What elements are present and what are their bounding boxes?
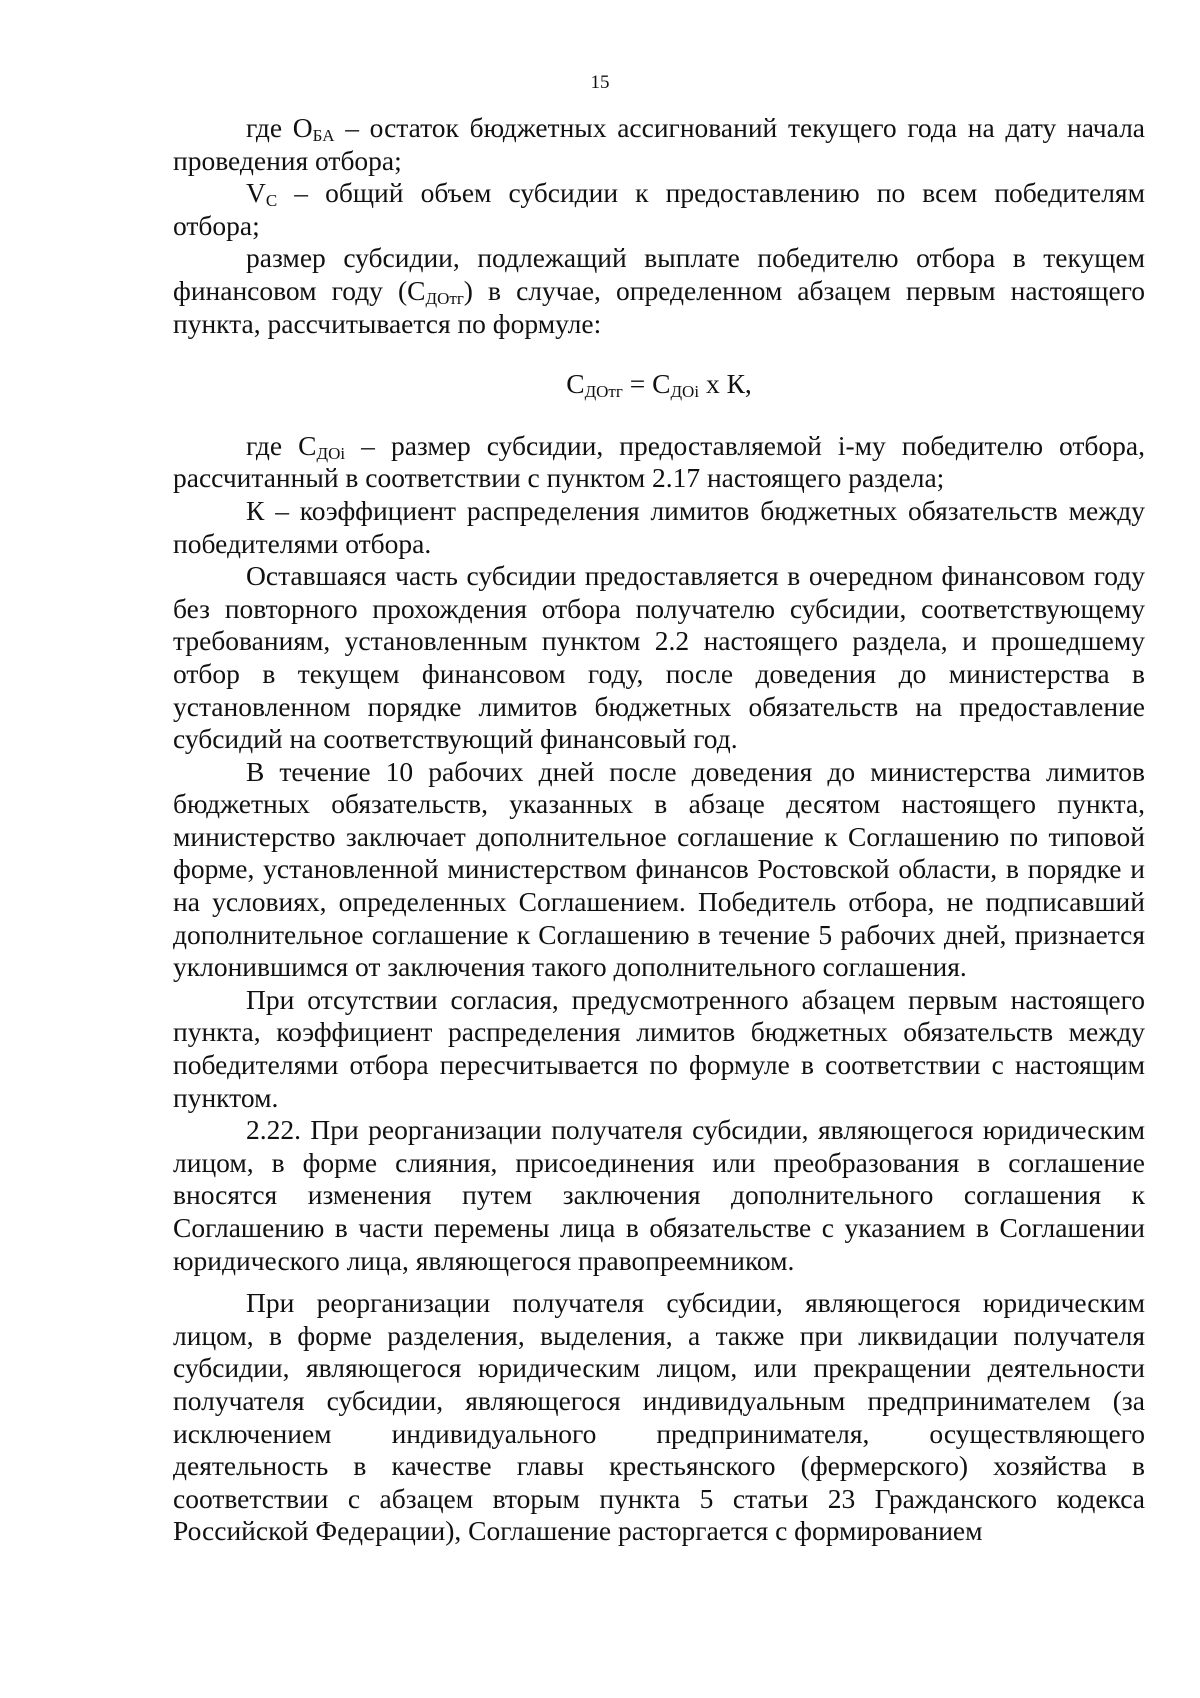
formula-part: = С: [622, 368, 671, 400]
page-number: 15: [590, 72, 610, 93]
paragraph-2-22: 2.22. При реорганизации получателя субсидии, являющегося юридическим лицом, в форме слияния, присоединения или преобразования в соглашение вносятся изменения путем заключения дополнительного соглашения к Соглашению в части перемены лица в обязательстве с указанием в Соглашении юридического лица, являющегося правопреемником.: [173, 1114, 1145, 1276]
paragraph-cdoi-definition: [173, 430, 1145, 495]
text-fragment: – остаток бюджетных ассигнований текущего года на дату начала проведения отбора;: [173, 112, 1146, 176]
text-fragment: где С: [246, 429, 317, 461]
subscript: ДОтг: [584, 382, 623, 402]
document-body: [173, 112, 1145, 1548]
subscript: БА: [312, 126, 335, 145]
text-fragment: – общий объем субсидии к предоставлению по всем победителям отбора;: [173, 177, 1145, 241]
text-fragment: V: [246, 177, 266, 209]
paragraph-oba-definition: [173, 112, 1145, 177]
paragraph-k-definition: К – коэффициент распределения лимитов бюджетных обязательств между победителями отбора.: [173, 494, 1145, 559]
subscript: ДОi: [316, 443, 346, 463]
paragraph-vc-definition: [173, 177, 1145, 242]
subscript: ДОтг: [425, 288, 464, 308]
formula-part: С: [566, 368, 585, 400]
text-fragment: где О: [246, 112, 313, 143]
formula: [173, 368, 1145, 401]
paragraph-additional-agreement: В течение 10 рабочих дней после доведения до министерства лимитов бюджетных обязательств, указанных в абзаце десятом настоящего пункта, министерство заключает дополнительное соглашение к Соглашению по типовой форме, установленной министерством финансов Ростовской области, в порядке и на условиях, определенных Соглашением. Победитель отбора, не подписавший дополнительное соглашение к Соглашению в течение 5 рабочих дней, признается уклонившимся от заключения такого дополнительного соглашения.: [173, 755, 1145, 983]
subscript: ДОi: [670, 382, 700, 402]
text-fragment: – размер субсидии, предоставляемой i-му победителю отбора, рассчитанный в соответствии с пунктом 2.17 настоящего раздела;: [173, 429, 1146, 494]
subscript: С: [265, 191, 278, 211]
text-fragment: размер субсидии, подлежащий выплате победителю отбора в текущем финансовом году (С: [173, 242, 1145, 306]
paragraph-subsidy-size: [173, 242, 1145, 340]
paragraph-remaining-subsidy: Оставшаяся часть субсидии предоставляется в очередном финансовом году без повторного прохождения отбора получателю субсидии, соответствующему требованиям, установленным пунктом 2.2 настоящего раздела, и прошедшему отбор в текущем финансовом году, после доведения до министерства в установленном порядке лимитов бюджетных обязательств на предоставление субсидий на соответствующий финансовый год.: [173, 560, 1145, 755]
paragraph-reorganization: При реорганизации получателя субсидии, являющегося юридическим лицом, в форме разделения, выделения, а также при ликвидации получателя субсидии, являющегося юридическим лицом, или прекращении деятельности получателя субсидии, являющегося индивидуальным предпринимателем (за исключением индивидуального предпринимателя, осуществляющего деятельность в качестве главы крестьянского (фермерского) хозяйства в соответствии с абзацем вторым пункта 5 статьи 23 Гражданского кодекса Российской Федерации), Соглашение расторгается с формированием: [173, 1287, 1145, 1547]
formula-part: х К,: [699, 368, 752, 400]
paragraph-no-consent: При отсутствии согласия, предусмотренного абзацем первым настоящего пункта, коэффициент распределения лимитов бюджетных обязательств между победителями отбора пересчитывается по формуле в соответствии с настоящим пунктом.: [173, 983, 1145, 1113]
text-fragment: ) в случае, определенном абзацем первым настоящего пункта, рассчитывается по формуле:: [173, 274, 1145, 339]
